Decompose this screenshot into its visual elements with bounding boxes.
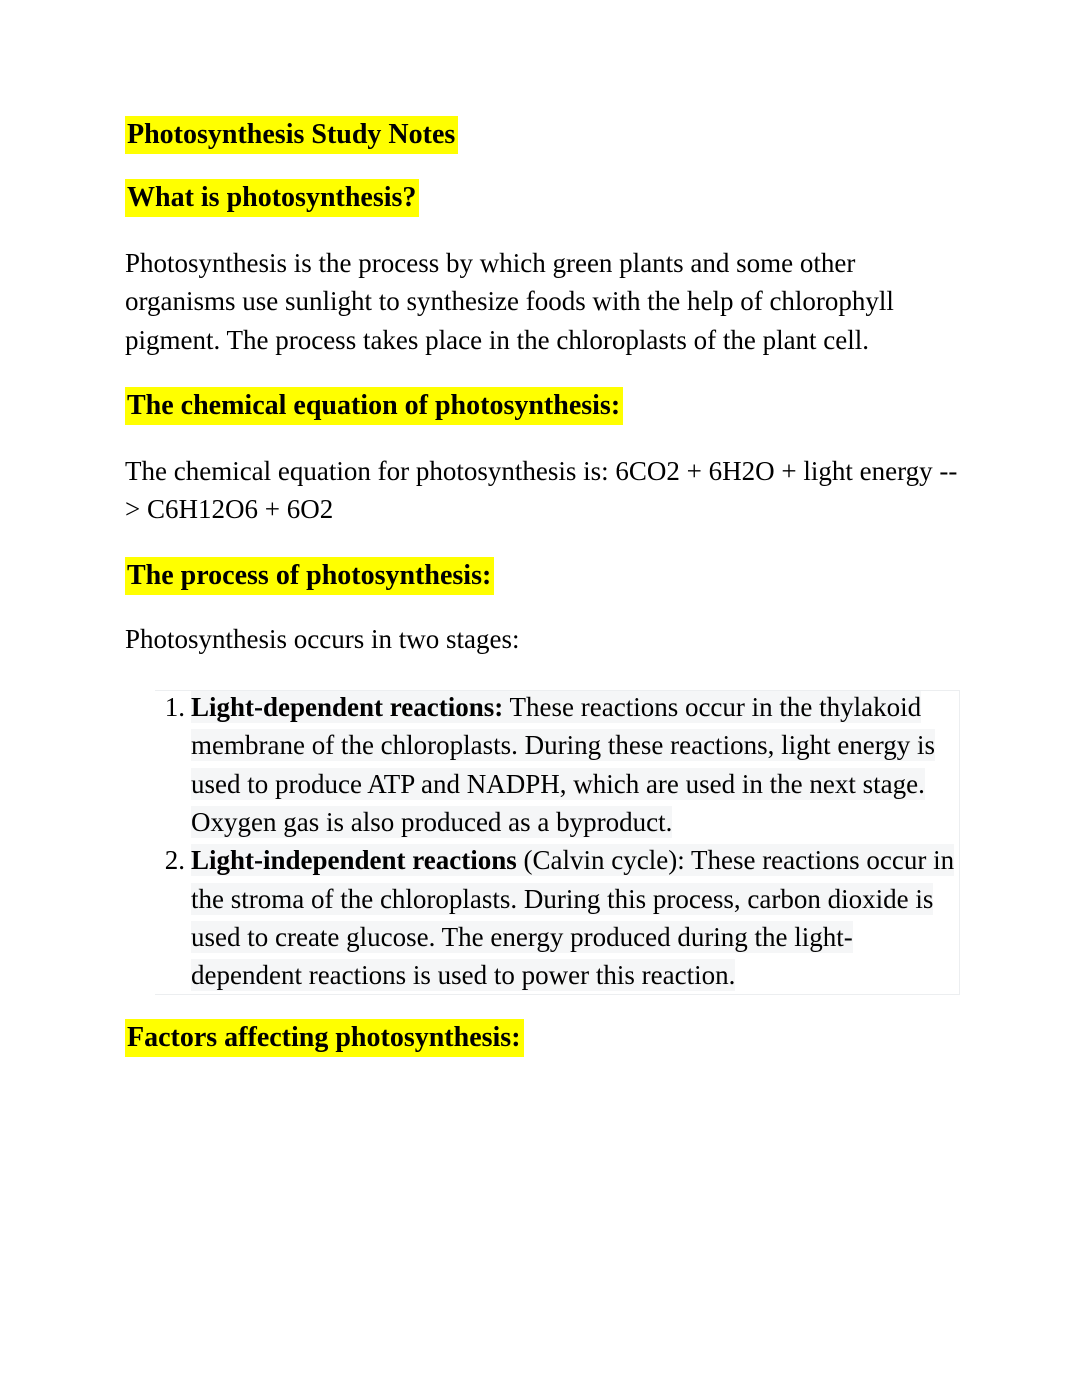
paragraph-what-is-photosynthesis: Photosynthesis is the process by which green plants and some other organisms use sunlight to synthesize foods with the help of chlorophyll pigment. The process takes place in the chloroplasts of the plant cell.: [125, 248, 894, 355]
page-title-text: Photosynthesis Study Notes: [125, 116, 458, 154]
section-heading-process: [125, 559, 980, 592]
selected-text-region[interactable]: [125, 688, 960, 995]
section-heading-factors: [125, 1021, 980, 1054]
list-item-content: [191, 844, 954, 991]
paragraph-process-intro: Photosynthesis occurs in two stages:: [125, 623, 520, 654]
section-heading-what-is-photosynthesis: [125, 181, 980, 214]
list-item-rest: These reactions occur in the thylakoid membrane of the chloroplasts. During these reactions, light energy is used to produce ATP and NADPH, which are used in the next stage. Oxygen gas is also produced as a byproduct.: [191, 692, 936, 838]
list-item-content: [191, 691, 935, 838]
page-title: [125, 118, 980, 151]
list-item[interactable]: [191, 688, 960, 841]
section-heading-factors-text: Factors affecting photosynthesis:: [125, 1019, 524, 1057]
list-item-lead: Light-dependent reactions:: [191, 692, 504, 723]
list-item[interactable]: [191, 841, 960, 994]
process-steps-list: [125, 688, 960, 995]
section-heading-chemical-equation: [125, 389, 980, 422]
section-heading-process-text: The process of photosynthesis:: [125, 557, 494, 595]
list-item-rest: (Calvin cycle): These reactions occur in the stroma of the chloroplasts. During this process, carbon dioxide is used to create glucose. The energy produced during the light-dependent reactions is used to power this reaction.: [191, 845, 955, 991]
section-heading-what-is-photosynthesis-text: What is photosynthesis?: [125, 179, 419, 217]
list-item-lead: Light-independent reactions: [191, 845, 517, 876]
paragraph-chemical-equation: The chemical equation for photosynthesis is: 6CO2 + 6H2O + light energy --> C6H12O6 + 6O2: [125, 456, 958, 525]
section-heading-chemical-equation-text: The chemical equation of photosynthesis:: [125, 387, 623, 425]
